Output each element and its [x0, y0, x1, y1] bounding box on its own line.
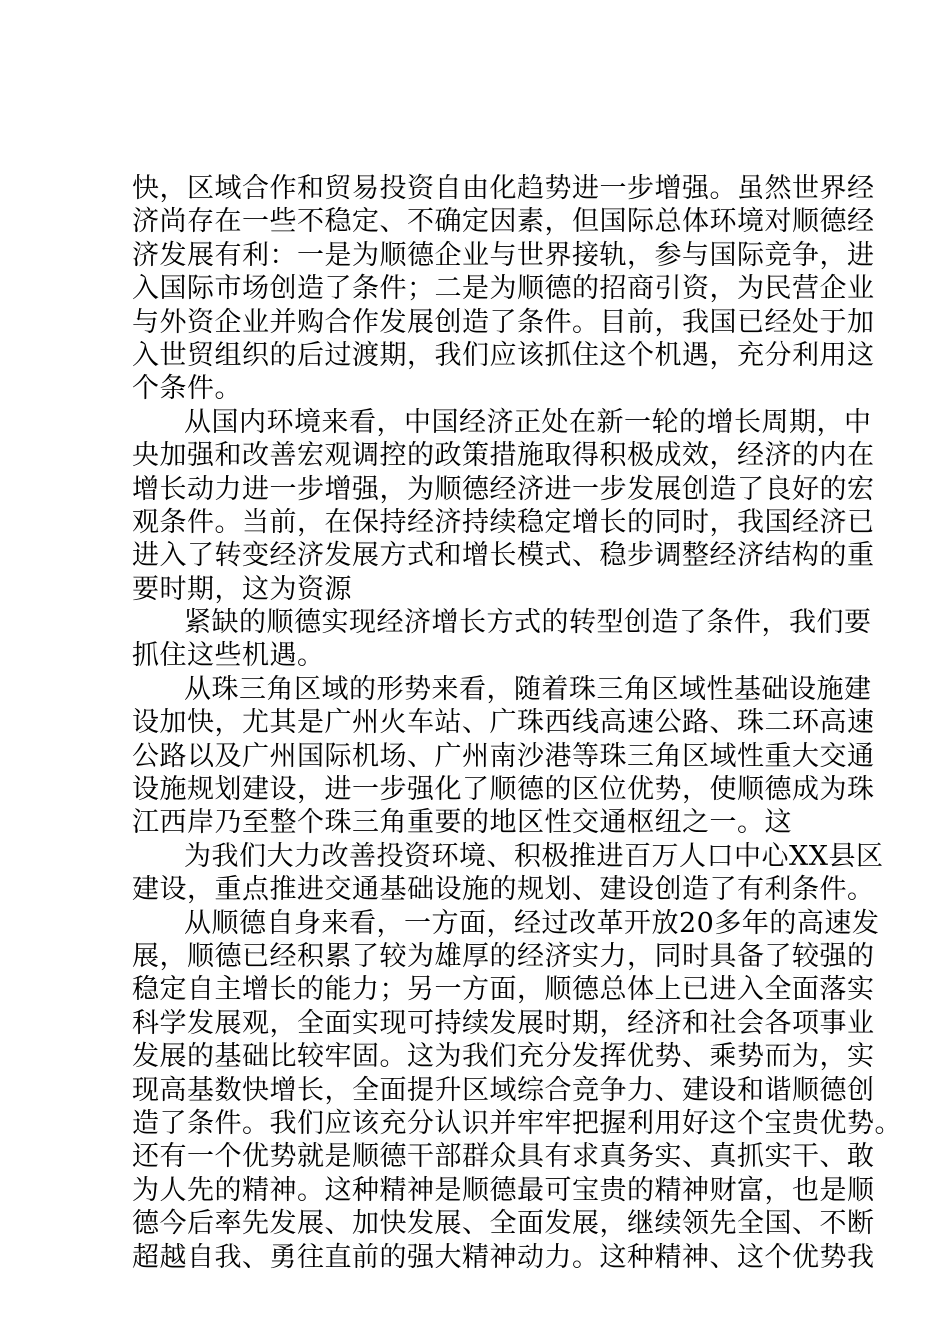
text-line: 现高基数快增长，全面提升区域综合竞争力、建设和谐顺德创: [132, 1074, 875, 1106]
text-line: 建设，重点推进交通基础设施的规划、建设创造了有利条件。: [132, 874, 875, 906]
text-line: 增长动力进一步增强，为顺德经济进一步发展创造了良好的宏: [132, 473, 875, 505]
text-line: 超越自我、勇往直前的强大精神动力。这种精神、这个优势我: [132, 1241, 875, 1273]
text-line: 展，顺德已经积累了较为雄厚的经济实力，同时具备了较强的: [132, 940, 875, 972]
text-line: 科学发展观，全面实现可持续发展时期，经济和社会各项事业: [132, 1007, 875, 1039]
text-line: 造了条件。我们应该充分认识并牢牢把握利用好这个宝贵优势。: [132, 1107, 902, 1139]
text-line: 济发展有利：一是为顺德企业与世界接轨，参与国际竞争，进: [132, 239, 875, 271]
text-line: 公路以及广州国际机场、广州南沙港等珠三角区域性重大交通: [132, 740, 875, 772]
text-line: 设施规划建设，进一步强化了顺德的区位优势，使顺德成为珠: [132, 774, 875, 806]
text-line: 央加强和改善宏观调控的政策措施取得积极成效，经济的内在: [132, 440, 875, 472]
text-line: 个条件。: [132, 373, 242, 405]
text-line: 还有一个优势就是顺德干部群众具有求真务实、真抓实干、敢: [132, 1141, 875, 1173]
text-line: 入世贸组织的后过渡期，我们应该抓住这个机遇，充分利用这: [132, 339, 875, 371]
text-line: 德今后率先发展、加快发展、全面发展，继续领先全国、不断: [132, 1208, 875, 1240]
text-line: 稳定自主增长的能力；另一方面，顺德总体上已进入全面落实: [132, 974, 875, 1006]
text-line: 为人先的精神。这种精神是顺德最可宝贵的精神财富，也是顺: [132, 1174, 875, 1206]
text-line: 抓住这些机遇。: [132, 640, 325, 672]
text-line: 江西岸乃至整个珠三角重要的地区性交通枢纽之一。这: [132, 807, 792, 839]
paragraph-first-line: 紧缺的顺德实现经济增长方式的转型创造了条件，我们要: [184, 607, 872, 639]
paragraph-first-line: 为我们大力改善投资环境、积极推进百万人口中心XX县区: [184, 840, 884, 872]
text-line: 要时期，这为资源: [132, 573, 352, 605]
paragraph-first-line: 从顺德自身来看，一方面，经过改革开放20多年的高速发: [184, 907, 880, 939]
text-line: 设加快，尤其是广州火车站、广珠西线高速公路、珠二环高速: [132, 707, 875, 739]
document-body-text: [132, 172, 902, 1274]
text-line: 入国际市场创造了条件；二是为顺德的招商引资，为民营企业: [132, 273, 875, 305]
paragraph-first-line: 从国内环境来看，中国经济正处在新一轮的增长周期，中: [184, 406, 872, 438]
text-line: 济尚存在一些不稳定、不确定因素，但国际总体环境对顺德经: [132, 206, 875, 238]
text-line: 观条件。当前，在保持经济持续稳定增长的同时，我国经济已: [132, 506, 875, 538]
paragraph-first-line: 从珠三角区域的形势来看，随着珠三角区域性基础设施建: [184, 673, 872, 705]
text-line: 快，区域合作和贸易投资自由化趋势进一步增强。虽然世界经: [132, 173, 875, 204]
text-line: 与外资企业并购合作发展创造了条件。目前，我国已经处于加: [132, 306, 875, 338]
text-line: 发展的基础比较牢固。这为我们充分发挥优势、乘势而为，实: [132, 1041, 875, 1073]
text-line: 进入了转变经济发展方式和增长模式、稳步调整经济结构的重: [132, 540, 875, 572]
